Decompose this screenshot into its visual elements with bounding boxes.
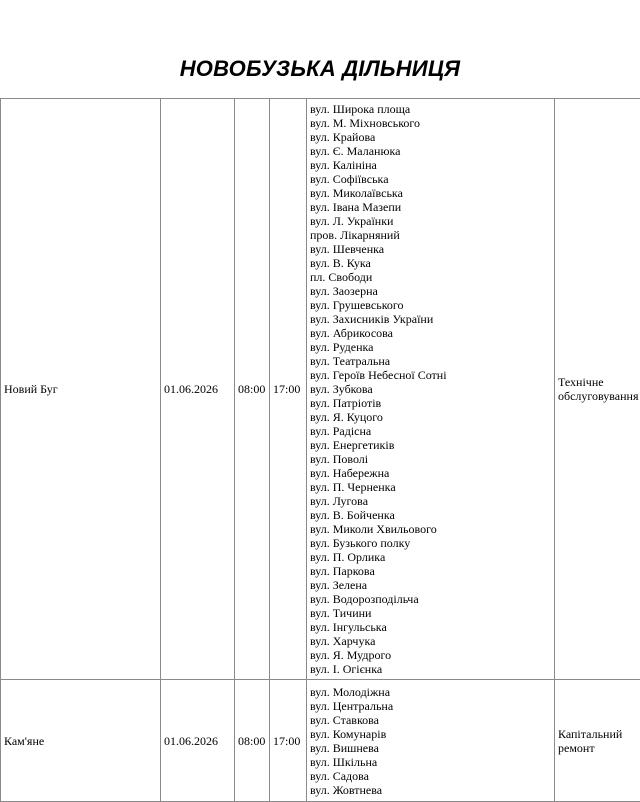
work-type-line: ремонт — [558, 741, 638, 755]
street-item: вул. Зубкова — [310, 382, 551, 396]
work-type-line: Технічне — [558, 375, 638, 389]
street-item: вул. Театральна — [310, 354, 551, 368]
street-item: вул. Грушевського — [310, 298, 551, 312]
street-item: вул. Жовтнева — [310, 783, 551, 797]
street-item: вул. В. Кука — [310, 256, 551, 270]
street-item: вул. Поволі — [310, 452, 551, 466]
street-item: вул. Центральна — [310, 699, 551, 713]
street-item: вул. Руденка — [310, 340, 551, 354]
street-item: вул. Миколи Хвильового — [310, 522, 551, 536]
street-item: вул. Шевченка — [310, 242, 551, 256]
street-item: вул. Патріотів — [310, 396, 551, 410]
street-item: вул. Паркова — [310, 564, 551, 578]
street-item: вул. Я. Куцого — [310, 410, 551, 424]
street-item: вул. В. Бойченка — [310, 508, 551, 522]
street-item: вул. Бузького полку — [310, 536, 551, 550]
street-item: вул. Молодіжна — [310, 685, 551, 699]
outage-schedule-table — [0, 98, 640, 802]
street-item: вул. Радісна — [310, 424, 551, 438]
street-item: вул. Ставкова — [310, 713, 551, 727]
street-item: вул. Софіївська — [310, 172, 551, 186]
work-type-line: Капітальний — [558, 727, 638, 741]
page-title: НОВОБУЗЬКА ДІЛЬНИЦЯ — [0, 56, 640, 82]
start-time-cell: 08:00 — [235, 680, 270, 802]
street-item: пров. Лікарняний — [310, 228, 551, 242]
street-item: вул. Комунарів — [310, 727, 551, 741]
street-item: вул. П. Черненка — [310, 480, 551, 494]
street-item: вул. Шкільна — [310, 755, 551, 769]
street-item: вул. Абрикосова — [310, 326, 551, 340]
street-item: вул. Харчука — [310, 634, 551, 648]
street-item: вул. Тичини — [310, 606, 551, 620]
streets-cell — [307, 680, 555, 802]
street-item: вул. Івана Мазепи — [310, 200, 551, 214]
table-row — [1, 680, 640, 802]
street-item: вул. Я. Мудрого — [310, 648, 551, 662]
street-item: вул. Героїв Небесної Сотні — [310, 368, 551, 382]
date-cell: 01.06.2026 — [161, 99, 235, 680]
street-item: вул. Крайова — [310, 130, 551, 144]
street-item: вул. Широка площа — [310, 102, 551, 116]
street-item: вул. Л. Українки — [310, 214, 551, 228]
street-item: вул. Зелена — [310, 578, 551, 592]
street-item: вул. Енергетиків — [310, 438, 551, 452]
table-row — [1, 99, 640, 680]
street-item: вул. П. Орлика — [310, 550, 551, 564]
street-item: вул. Інгульська — [310, 620, 551, 634]
village-cell: Кам'яне — [1, 680, 161, 802]
work-type-cell — [555, 680, 640, 802]
street-item: вул. Миколаївська — [310, 186, 551, 200]
street-item: вул. Вишнева — [310, 741, 551, 755]
streets-cell — [307, 99, 555, 680]
end-time-cell: 17:00 — [270, 99, 307, 680]
street-item: вул. Садова — [310, 769, 551, 783]
street-item: вул. Набережна — [310, 466, 551, 480]
start-time-cell: 08:00 — [235, 99, 270, 680]
street-item: вул. Калініна — [310, 158, 551, 172]
end-time-cell: 17:00 — [270, 680, 307, 802]
street-item: вул. І. Огієнка — [310, 662, 551, 676]
street-item: вул. Заозерна — [310, 284, 551, 298]
work-type-cell — [555, 99, 640, 680]
work-type-line: обслуговування — [558, 389, 638, 403]
street-item: вул. Лугова — [310, 494, 551, 508]
date-cell: 01.06.2026 — [161, 680, 235, 802]
street-item: пл. Свободи — [310, 270, 551, 284]
street-item: вул. Захисників України — [310, 312, 551, 326]
street-item: вул. Водорозподільча — [310, 592, 551, 606]
street-item: вул. Є. Маланюка — [310, 144, 551, 158]
street-item: вул. М. Міхновського — [310, 116, 551, 130]
village-cell: Новий Буг — [1, 99, 161, 680]
